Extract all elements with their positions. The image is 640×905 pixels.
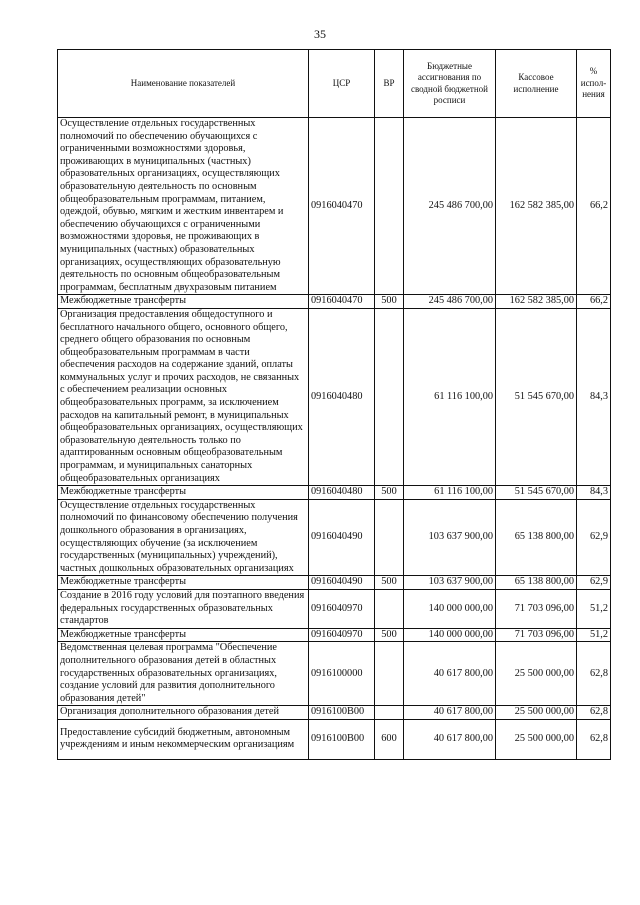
row-budget: 40 617 800,00 [404, 706, 496, 720]
row-name: Межбюджетные трансферты [58, 628, 309, 642]
row-name: Межбюджетные трансферты [58, 486, 309, 500]
row-cash: 162 582 385,00 [496, 295, 577, 309]
row-name: Осуществление отдельных государственных полномочий по финансовому обеспечению получения дошкольного образования в организациях, осуществляющих обучение (за исключением государственных (муниципальных) учреждений), частных дошкольных образовательных организациях [58, 499, 309, 576]
row-csr: 0916040470 [309, 295, 375, 309]
header-pct: % испол-нения [577, 50, 611, 118]
row-csr: 0916040490 [309, 499, 375, 576]
row-pct: 84,3 [577, 308, 611, 485]
row-budget: 40 617 800,00 [404, 642, 496, 706]
row-budget: 103 637 900,00 [404, 576, 496, 590]
header-cash: Кассовое исполнение [496, 50, 577, 118]
row-cash: 51 545 670,00 [496, 308, 577, 485]
row-cash: 71 703 096,00 [496, 589, 577, 628]
row-budget: 40 617 800,00 [404, 719, 496, 759]
row-budget: 140 000 000,00 [404, 628, 496, 642]
row-vr: 500 [375, 486, 404, 500]
row-cash: 71 703 096,00 [496, 628, 577, 642]
table-row [58, 308, 611, 485]
row-vr: 500 [375, 576, 404, 590]
row-name: Организация дополнительного образования детей [58, 706, 309, 720]
row-csr: 0916100000 [309, 642, 375, 706]
row-csr: 0916100В00 [309, 719, 375, 759]
header-budget: Бюджетные ассигнования по сводной бюджетной росписи [404, 50, 496, 118]
table-row [58, 642, 611, 706]
row-name: Предоставление субсидий бюджетным, автономным учреждениям и иным некоммерческим организациям [58, 719, 309, 759]
row-vr [375, 308, 404, 485]
row-pct: 62,9 [577, 576, 611, 590]
row-budget: 103 637 900,00 [404, 499, 496, 576]
row-name: Осуществление отдельных государственных полномочий по обеспечению обучающихся с ограниченными возможностями здоровья, проживающих в муниципальных (частных) образовательных организациях, осуществляющих образовательную деятельность по основным общеобразовательным программам, питанием, одеждой, обувью, мягким и жестким инвентарем и обеспечению обучающихся с ограниченными возможностями здоровья, не проживающих в муниципальных (частных) образовательных организациях, осуществляющих образовательную деятельность по основным общеобразовательным программам, бесплатным двухразовым питанием [58, 118, 309, 295]
page-number: 35 [314, 27, 326, 41]
table-row [58, 706, 611, 720]
row-csr: 0916040490 [309, 576, 375, 590]
row-cash: 65 138 800,00 [496, 499, 577, 576]
row-pct: 84,3 [577, 486, 611, 500]
row-csr: 0916040480 [309, 486, 375, 500]
row-csr: 0916040480 [309, 308, 375, 485]
table-row [58, 295, 611, 309]
row-name: Ведомственная целевая программа "Обеспечение дополнительного образования детей в областных государственных образовательных организациях, создание условий для развития дополнительного образования детей" [58, 642, 309, 706]
row-cash: 25 500 000,00 [496, 719, 577, 759]
row-pct: 51,2 [577, 589, 611, 628]
row-pct: 62,8 [577, 719, 611, 759]
row-name: Межбюджетные трансферты [58, 576, 309, 590]
row-cash: 51 545 670,00 [496, 486, 577, 500]
row-pct: 62,8 [577, 642, 611, 706]
row-pct: 66,2 [577, 118, 611, 295]
row-vr: 500 [375, 295, 404, 309]
row-pct: 62,8 [577, 706, 611, 720]
row-vr: 500 [375, 628, 404, 642]
row-vr [375, 499, 404, 576]
table-row [58, 499, 611, 576]
header-name: Наименование показателей [58, 50, 309, 118]
row-budget: 245 486 700,00 [404, 295, 496, 309]
row-csr: 0916040470 [309, 118, 375, 295]
row-vr [375, 589, 404, 628]
row-name: Создание в 2016 году условий для поэтапного введения федеральных государственных образовательных стандартов [58, 589, 309, 628]
table-row [58, 486, 611, 500]
table-row [58, 589, 611, 628]
row-csr: 0916040970 [309, 628, 375, 642]
row-vr [375, 706, 404, 720]
table-row [58, 576, 611, 590]
row-cash: 25 500 000,00 [496, 642, 577, 706]
row-name: Межбюджетные трансферты [58, 295, 309, 309]
row-csr: 0916040970 [309, 589, 375, 628]
row-vr [375, 118, 404, 295]
table-row [58, 628, 611, 642]
row-cash: 25 500 000,00 [496, 706, 577, 720]
row-budget: 245 486 700,00 [404, 118, 496, 295]
row-budget: 140 000 000,00 [404, 589, 496, 628]
table-row [58, 118, 611, 295]
row-vr: 600 [375, 719, 404, 759]
row-budget: 61 116 100,00 [404, 308, 496, 485]
row-cash: 65 138 800,00 [496, 576, 577, 590]
header-vr: ВР [375, 50, 404, 118]
header-csr: ЦСР [309, 50, 375, 118]
row-pct: 62,9 [577, 499, 611, 576]
row-budget: 61 116 100,00 [404, 486, 496, 500]
table-header-row [58, 50, 611, 118]
row-csr: 0916100В00 [309, 706, 375, 720]
row-pct: 66,2 [577, 295, 611, 309]
row-vr [375, 642, 404, 706]
row-cash: 162 582 385,00 [496, 118, 577, 295]
budget-execution-table [57, 49, 611, 760]
row-pct: 51,2 [577, 628, 611, 642]
row-name: Организация предоставления общедоступного и бесплатного начального общего, основного общего, среднего общего образования по основным общеобразовательным программам в части обеспечения расходов на содержание зданий, оплаты коммунальных услуг и прочих расходов, не связанных с обеспечением реализации основных общеобразовательных программ, за исключением расходов на капитальный ремонт, в муниципальных общеобразовательных организациях, осуществляющих образовательную деятельность только по адаптированным основным общеобразовательным программам, и муниципальных санаторных общеобразовательных организациях [58, 308, 309, 485]
table-row [58, 719, 611, 759]
